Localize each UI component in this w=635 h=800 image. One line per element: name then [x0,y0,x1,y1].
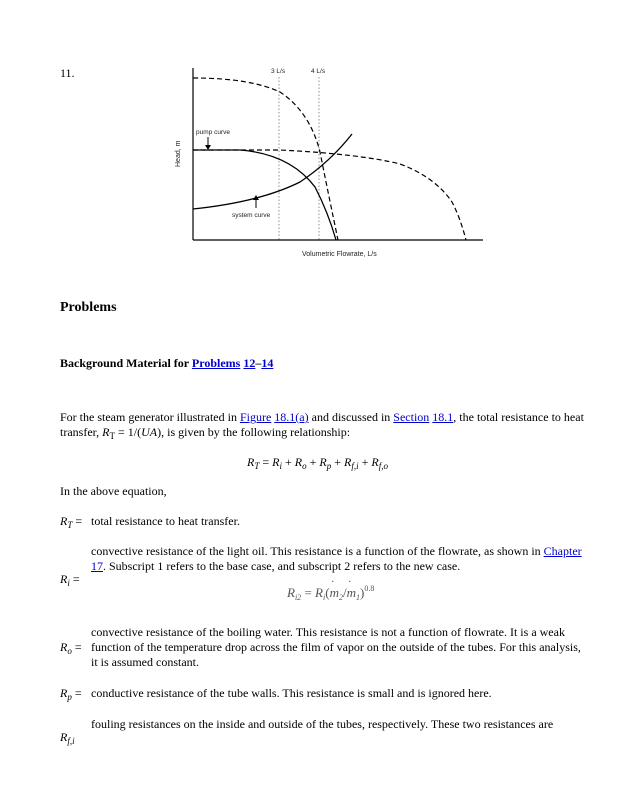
f-sub-i: i [322,593,326,602]
symbol-ri [60,572,80,588]
eq-r: R [246,455,255,469]
link-chapter[interactable]: Chapter [543,544,582,558]
eq-r: R [294,455,303,469]
definition-rp: conductive resistance of the tube walls. This resistance is small and is ignored here. [91,686,492,700]
system-curve [193,134,352,209]
problems-heading: Problems [60,300,117,315]
para-text-1: For the steam generator illustrated in [60,410,240,424]
f-mdot-1: ˙ m [347,585,356,600]
system-curve-label: system curve [232,212,271,219]
eq-sub-i: i [279,461,282,471]
eq-r: R [319,455,327,469]
definition-ri [91,544,586,574]
ua-symbol: UA [141,425,158,439]
definition-rfi: fouling resistances on the inside and outside of the tubes, respectively. These two resistances are [91,717,554,731]
pump-curve-arrowhead [205,145,211,150]
total-resistance-equation [0,455,635,471]
symbol-rp [60,686,82,702]
f-exponent: 0.8 [364,584,375,593]
sym-r: R [60,514,68,528]
pump-curve-label: pump curve [196,129,230,136]
eq-sub-t: T [254,461,260,471]
symbol-rt [60,514,82,530]
rt-subscript: T [109,431,116,441]
eq-sub-fi: f,i [351,461,359,471]
ri-scaling-formula: $R_{i2}$ = $R_i(˙$ $m_2/˙$ $m_1)^{0.8}$ [287,584,374,602]
f-sub-i2: i2 [294,593,302,602]
question-number: 11. [60,66,75,80]
pump-system-curve-figure [160,62,490,262]
sym-r: R [60,730,68,744]
eq-sub-p: p [326,461,332,471]
symbol-rfi [60,730,75,746]
eq-plus: + [281,455,295,469]
link-problem-14[interactable]: 14 [261,356,274,370]
link-chapter-number[interactable]: 17 [91,559,103,573]
sym-eq: = [71,686,82,700]
sym-r: R [60,686,68,700]
para-text-5: ), is given by the following relationship: [157,425,351,439]
range-dash: – [255,356,262,370]
link-section[interactable]: Section [393,410,430,424]
sym-eq: = [72,514,83,528]
eq-r: R [371,455,379,469]
top-label-4ls: 4 L/s [311,68,326,75]
f-mdot-2: ˙ m [330,585,339,600]
f-r: R [287,585,295,600]
equation-intro: In the above equation, [60,484,167,498]
sym-sub: f,i [67,736,75,746]
pump-curve-dashed-wide [193,150,466,240]
sym-sub: i [67,578,70,588]
intro-paragraph [60,410,585,444]
definition-ro: convective resistance of the boiling water. This resistance is not a function of flowrate. It is a weak function of the temperature drop across the film of vapor on the outside of the tubes. For this analysis, it is assumed constant. [91,625,581,669]
background-material-heading [60,356,273,371]
para-text-4: = 1/( [115,425,142,439]
para-text-2: and discussed in [308,410,394,424]
eq-r: R [272,455,280,469]
symbol-ro [60,640,82,656]
eq-plus: + [358,455,372,469]
x-axis-label: Volumetric Flowrate, L/s [302,251,377,258]
sym-r: R [60,572,68,586]
def-ri-text-2: . Subscript 1 refers to the base case, and subscript 2 refers to the new case. [103,559,461,573]
f-sub-1: 1 [355,593,360,602]
sym-eq: = [71,640,82,654]
link-figure[interactable]: Figure [239,410,272,424]
f-eq: = [301,585,316,600]
sym-sub: T [67,520,73,530]
y-axis-label: Head, m [175,140,182,167]
f-ri: R [315,585,323,600]
para-text-3: , the total resistance to heat transfer, [60,410,584,439]
eq-sub-o: o [302,461,307,471]
sym-sub: o [67,646,72,656]
eq-plus: + [306,455,320,469]
definition-rt: total resistance to heat transfer. [91,514,240,528]
f-slash: / [342,585,347,600]
background-heading-text: Background Material for [60,356,192,370]
eq-plus: + [331,455,345,469]
f-sub-2: 2 [338,593,343,602]
link-problems[interactable]: Problems [191,356,241,370]
link-problem-12[interactable]: 12 [243,356,256,370]
top-label-3ls: 3 L/s [271,68,286,75]
sym-eq: = [69,572,80,586]
sym-r: R [60,640,68,654]
eq-sub-fo: f,o [378,461,389,471]
pump-curve-solid [193,150,336,240]
sym-sub: p [67,692,72,702]
def-ri-text-1: convective resistance of the light oil. This resistance is a function of the flowrate, as shown in [91,544,544,558]
link-figure-number[interactable]: 18.1(a) [274,410,309,424]
link-section-number[interactable]: 18.1 [432,410,454,424]
eq-equals: = [259,455,273,469]
rt-symbol: R [102,425,110,439]
eq-r: R [344,455,352,469]
